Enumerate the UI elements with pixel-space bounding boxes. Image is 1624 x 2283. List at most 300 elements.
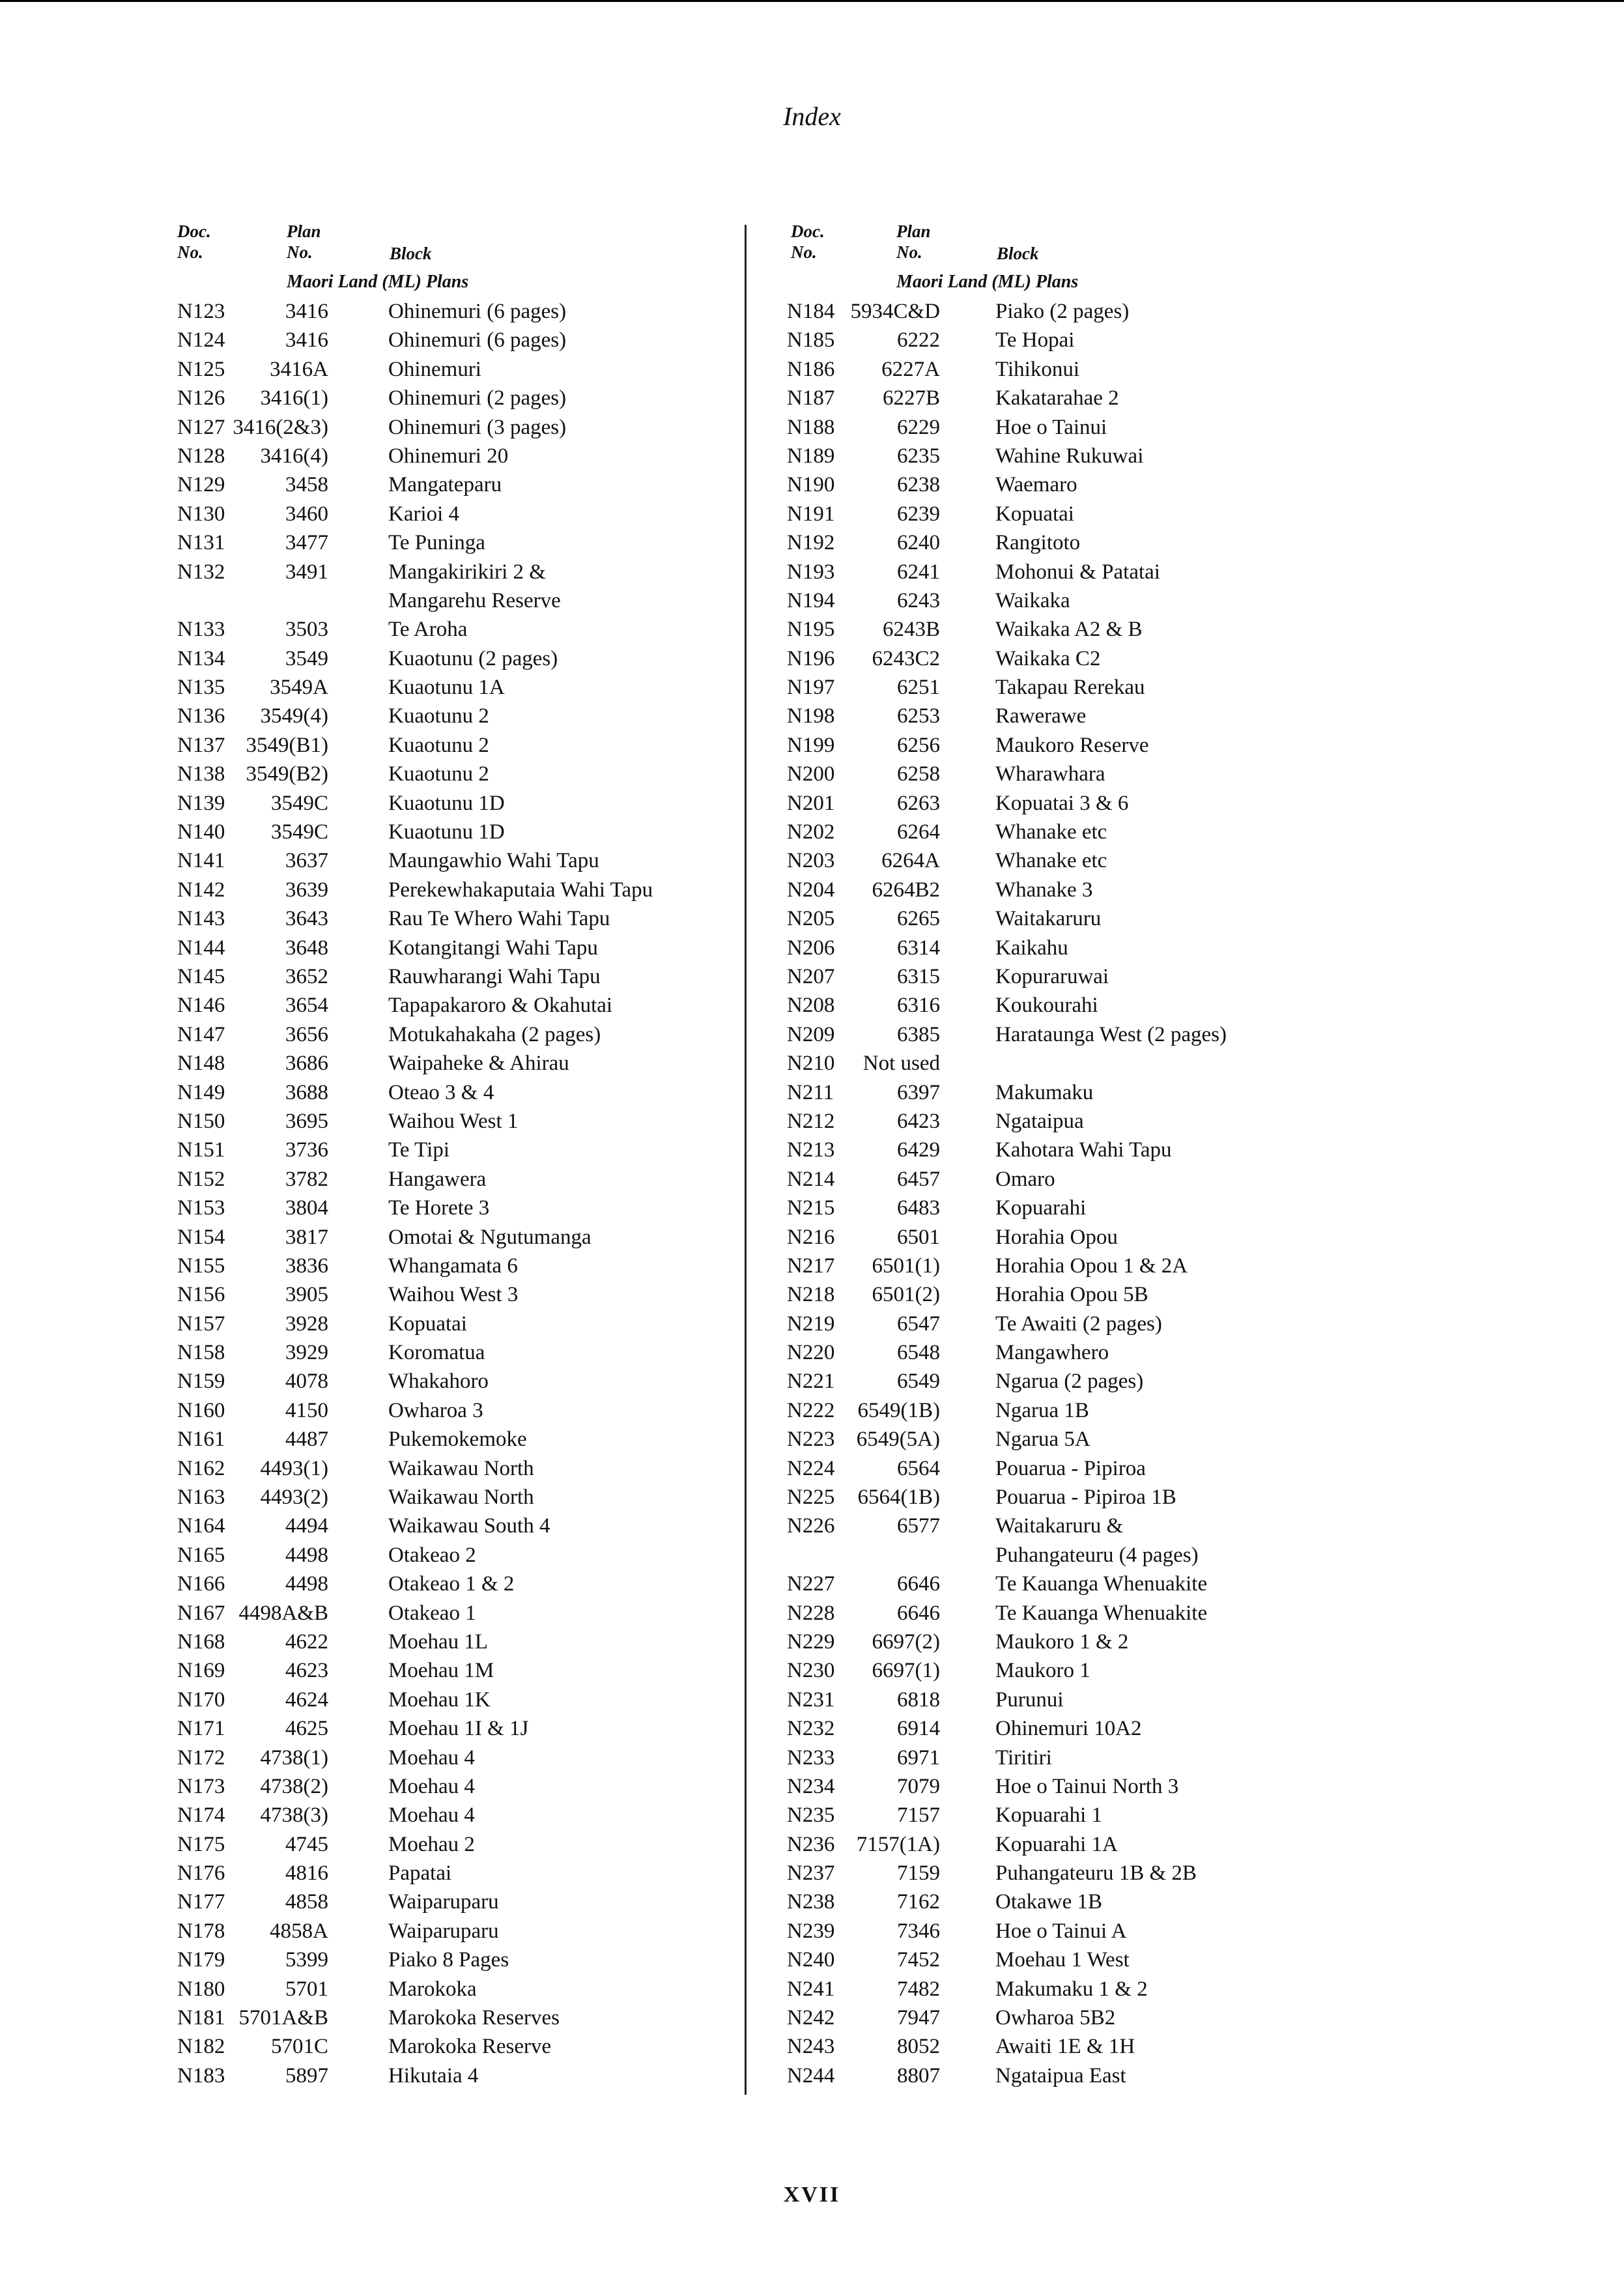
left-column — [177, 222, 724, 2090]
index-row — [787, 1107, 1295, 1136]
index-row — [787, 760, 1295, 788]
page-number: XVII — [783, 2183, 841, 2207]
block-name: Moehau 4 — [388, 1745, 475, 1770]
index-row — [787, 615, 1295, 644]
plan-number: 6316 — [897, 994, 940, 1018]
plan-number: 3688 — [285, 1080, 328, 1104]
block-name: Omaro — [995, 1167, 1055, 1191]
index-row — [177, 1425, 724, 1454]
plan-number: 3416(1) — [260, 386, 328, 410]
doc-number: N177 — [177, 1890, 225, 1914]
index-row — [787, 673, 1295, 702]
plan-number: 3549(B1) — [246, 733, 328, 757]
plan-number: 3686 — [285, 1052, 328, 1076]
block-name: Ohinemuri (6 pages) — [388, 328, 567, 352]
block-name: Koromatua — [388, 1341, 485, 1365]
plan-number: 4738(2) — [260, 1774, 328, 1798]
plan-number: 4816 — [285, 1861, 328, 1886]
index-row — [787, 1946, 1295, 1974]
doc-number: N238 — [787, 1890, 835, 1914]
block-name: Owharoa 3 — [388, 1398, 483, 1422]
doc-number: N176 — [177, 1861, 225, 1886]
block-name: Pukemokemoke — [388, 1428, 527, 1452]
doc-number: N219 — [787, 1312, 835, 1336]
index-row — [177, 846, 724, 875]
index-row — [787, 1628, 1295, 1656]
index-row — [177, 731, 724, 760]
doc-number: N203 — [787, 849, 835, 873]
index-row — [177, 1656, 724, 1685]
column-divider — [745, 225, 747, 2095]
plan-number: 5701A&B — [238, 2006, 328, 2030]
doc-number: N237 — [787, 1861, 835, 1886]
block-name: Horahia Opou — [995, 1225, 1118, 1249]
index-row — [177, 1049, 724, 1078]
index-row — [787, 442, 1295, 470]
doc-number: N230 — [787, 1659, 835, 1683]
index-row — [787, 962, 1295, 991]
block-name: Ngataipua — [995, 1109, 1084, 1133]
index-row — [787, 1338, 1295, 1367]
plan-number: 6646 — [897, 1572, 940, 1596]
doc-number: N241 — [787, 1977, 835, 2001]
plan-number: 6239 — [897, 502, 940, 526]
plan-number: 3477 — [285, 531, 328, 555]
doc-number: N172 — [177, 1745, 225, 1770]
index-row — [177, 818, 724, 846]
doc-number: N163 — [177, 1486, 225, 1510]
plan-number: 6264A — [881, 849, 940, 873]
plan-number: 3656 — [285, 1022, 328, 1046]
index-row — [787, 2061, 1295, 2090]
plan-number: 7079 — [897, 1774, 940, 1798]
plan-number: 6564 — [897, 1456, 940, 1480]
block-name: Awaiti 1E & 1H — [995, 2035, 1135, 2059]
doc-number: N126 — [177, 386, 225, 410]
block-name: Purunui — [995, 1687, 1064, 1712]
top-rule — [0, 0, 1624, 2]
block-name: Moehau 1I & 1J — [388, 1717, 529, 1741]
plan-number: 4498 — [285, 1572, 328, 1596]
block-name: Kuaotunu 2 — [388, 733, 489, 757]
plan-number: 6501(1) — [872, 1254, 940, 1278]
block-name: Kuaotunu 1D — [388, 820, 505, 844]
block-name: Wahine Rukuwai — [995, 444, 1144, 468]
index-row — [787, 586, 1295, 615]
block-name: Whanake etc — [995, 820, 1107, 844]
plan-number: 3637 — [285, 849, 328, 873]
plan-number: 3695 — [285, 1109, 328, 1133]
plan-number: 4494 — [285, 1514, 328, 1538]
plan-number: 6646 — [897, 1601, 940, 1625]
doc-number: N166 — [177, 1572, 225, 1596]
block-name: Rawerawe — [995, 704, 1087, 728]
block-name: Moehau 4 — [388, 1774, 475, 1798]
doc-number: N168 — [177, 1630, 225, 1654]
plan-number: 6265 — [897, 907, 940, 931]
doc-number: N154 — [177, 1225, 225, 1249]
doc-header-line1: Doc. — [791, 222, 825, 241]
doc-number: N198 — [787, 704, 835, 728]
doc-number: N190 — [787, 473, 835, 497]
doc-number: N205 — [787, 907, 835, 931]
doc-header-line2: No. — [177, 242, 203, 262]
block-name: Owharoa 5B2 — [995, 2006, 1116, 2030]
doc-number: N171 — [177, 1717, 225, 1741]
block-name: Waitakaruru — [995, 907, 1102, 931]
doc-number: N204 — [787, 878, 835, 902]
doc-number: N186 — [787, 357, 835, 381]
plan-number: 5897 — [285, 2063, 328, 2088]
index-row — [177, 500, 724, 528]
block-name: Ohinemuri (3 pages) — [388, 415, 567, 439]
index-row — [787, 1859, 1295, 1888]
index-row — [177, 673, 724, 702]
block-name: Marokoka Reserves — [388, 2006, 560, 2030]
block-name: Makumaku — [995, 1080, 1094, 1104]
doc-number: N130 — [177, 502, 225, 526]
index-row — [787, 1541, 1295, 1570]
index-row — [177, 1975, 724, 2003]
index-row — [787, 731, 1295, 760]
index-row — [177, 528, 724, 557]
index-row — [177, 384, 724, 412]
doc-number: N228 — [787, 1601, 835, 1625]
plan-number: 6314 — [897, 936, 940, 960]
doc-number: N175 — [177, 1832, 225, 1856]
doc-number: N223 — [787, 1428, 835, 1452]
plan-number: 3458 — [285, 473, 328, 497]
block-name: Koukourahi — [995, 994, 1098, 1018]
plan-number: 4745 — [285, 1832, 328, 1856]
index-row — [177, 1512, 724, 1540]
index-row — [177, 558, 724, 586]
index-row — [177, 2061, 724, 2090]
plan-number: 6227A — [881, 357, 940, 381]
plan-number: 6315 — [897, 964, 940, 988]
index-row — [177, 1252, 724, 1280]
doc-number: N153 — [177, 1196, 225, 1220]
block-name: Piako 8 Pages — [388, 1948, 509, 1972]
doc-number: N142 — [177, 878, 225, 902]
plan-number: 3416(4) — [260, 444, 328, 468]
block-name: Otakeao 2 — [388, 1543, 476, 1567]
section-title: Maori Land (ML) Plans — [287, 272, 469, 292]
block-name: Ohinemuri — [388, 357, 481, 381]
doc-number: N180 — [177, 1977, 225, 2001]
block-name: Waikaka C2 — [995, 646, 1101, 670]
index-row — [177, 1917, 724, 1946]
index-row — [787, 1917, 1295, 1946]
doc-number: N217 — [787, 1254, 835, 1278]
block-name: Waihou West 1 — [388, 1109, 519, 1133]
plan-number: 6222 — [897, 328, 940, 352]
index-row — [177, 413, 724, 442]
doc-number: N197 — [787, 676, 835, 700]
index-row — [177, 2032, 724, 2061]
doc-number: N146 — [177, 994, 225, 1018]
plan-number: 7159 — [897, 1861, 940, 1886]
plan-number: 4738(1) — [260, 1745, 328, 1770]
doc-number: N165 — [177, 1543, 225, 1567]
index-row — [787, 1367, 1295, 1396]
index-row — [177, 1107, 724, 1136]
plan-number: 6971 — [897, 1745, 940, 1770]
plan-number: 3549A — [270, 676, 328, 700]
index-row — [177, 1744, 724, 1772]
plan-number: 4622 — [285, 1630, 328, 1654]
index-row — [787, 876, 1295, 904]
index-row — [787, 1136, 1295, 1164]
index-row — [787, 1975, 1295, 2003]
plan-number: 4150 — [285, 1398, 328, 1422]
block-name: Ngarua 5A — [995, 1428, 1090, 1452]
doc-number: N244 — [787, 2063, 835, 2088]
column-headers — [787, 222, 1295, 267]
doc-number: N161 — [177, 1428, 225, 1452]
index-row — [787, 297, 1295, 326]
plan-number: 6457 — [897, 1167, 940, 1191]
page-title: Index — [783, 102, 841, 131]
index-row — [177, 1338, 724, 1367]
index-row — [177, 470, 724, 499]
block-name: Moehau 1 West — [995, 1948, 1130, 1972]
index-row — [787, 1570, 1295, 1598]
plan-number: 3836 — [285, 1254, 328, 1278]
index-row — [177, 2003, 724, 2032]
block-name: Horahia Opou 1 & 2A — [995, 1254, 1188, 1278]
plan-number: 7452 — [897, 1948, 940, 1972]
block-name: Waihou West 3 — [388, 1283, 519, 1307]
index-row — [177, 702, 724, 730]
index-row — [787, 1744, 1295, 1772]
plan-number: 6577 — [897, 1514, 940, 1538]
plan-number: 3549(4) — [260, 704, 328, 728]
plan-number: 6549(1B) — [857, 1398, 940, 1422]
plan-number: 6243C2 — [872, 646, 940, 670]
block-name: Waikaka — [995, 588, 1070, 612]
block-name: Mangawhero — [995, 1341, 1109, 1365]
plan-number: 6818 — [897, 1687, 940, 1712]
block-name: Hoe o Tainui A — [995, 1919, 1127, 1943]
index-row — [177, 1165, 724, 1194]
doc-number: N151 — [177, 1138, 225, 1162]
block-name: Kaikahu — [995, 936, 1068, 960]
doc-number: N189 — [787, 444, 835, 468]
index-row — [787, 846, 1295, 875]
plan-number: 3549C — [270, 791, 328, 815]
index-row — [177, 1570, 724, 1598]
plan-number: 3549 — [285, 646, 328, 670]
doc-number: N182 — [177, 2035, 225, 2059]
index-row — [787, 1801, 1295, 1830]
plan-number: 3928 — [285, 1312, 328, 1336]
block-name: Harataunga West (2 pages) — [995, 1022, 1227, 1046]
block-name: Waitakaruru & — [995, 1514, 1124, 1538]
index-row — [787, 789, 1295, 818]
index-row — [787, 413, 1295, 442]
block-name: Pouarua - Pipiroa 1B — [995, 1486, 1176, 1510]
block-name: Mangarehu Reserve — [388, 588, 561, 612]
plan-number: 4493(1) — [260, 1456, 328, 1480]
block-name: Moehau 1K — [388, 1687, 491, 1712]
index-row — [177, 1801, 724, 1830]
block-name: Oteao 3 & 4 — [388, 1080, 494, 1104]
index-row — [787, 1512, 1295, 1540]
index-row — [177, 904, 724, 933]
index-row — [787, 1194, 1295, 1222]
index-row — [177, 1888, 724, 1916]
doc-number: N148 — [177, 1052, 225, 1076]
plan-number: 6253 — [897, 704, 940, 728]
plan-number: 6549(5A) — [856, 1428, 940, 1452]
doc-number: N233 — [787, 1745, 835, 1770]
block-name: Moehau 1M — [388, 1659, 494, 1683]
right-index-list — [787, 297, 1295, 2090]
index-row — [177, 586, 724, 615]
plan-number: 4858A — [270, 1919, 328, 1943]
block-name: Rau Te Whero Wahi Tapu — [388, 907, 610, 931]
column-headers — [177, 222, 724, 267]
plan-number: 3460 — [285, 502, 328, 526]
doc-number: N207 — [787, 964, 835, 988]
plan-header-line1: Plan — [287, 222, 321, 241]
index-row — [177, 1483, 724, 1512]
block-name: Whanake 3 — [995, 878, 1093, 902]
index-row — [787, 644, 1295, 673]
doc-number: N194 — [787, 588, 835, 612]
plan-number: 6548 — [897, 1341, 940, 1365]
block-name: Whanake etc — [995, 849, 1107, 873]
doc-number: N185 — [787, 328, 835, 352]
index-row — [177, 1830, 724, 1859]
index-row — [177, 760, 724, 788]
plan-number: 7346 — [897, 1919, 940, 1943]
doc-number: N235 — [787, 1803, 835, 1828]
block-name: Ohinemuri 20 — [388, 444, 509, 468]
block-name: Kuaotunu (2 pages) — [388, 646, 558, 670]
block-name: Ohinemuri 10A2 — [995, 1717, 1142, 1741]
block-name: Otakawe 1B — [995, 1890, 1103, 1914]
plan-number: 3648 — [285, 936, 328, 960]
doc-number: N137 — [177, 733, 225, 757]
block-name: Waemaro — [995, 473, 1077, 497]
plan-number: 3416 — [285, 300, 328, 323]
doc-number: N143 — [177, 907, 225, 931]
block-name: Ohinemuri (2 pages) — [388, 386, 567, 410]
block-name: Te Hopai — [995, 328, 1075, 352]
index-row — [177, 615, 724, 644]
doc-number: N236 — [787, 1832, 835, 1856]
plan-number: 3549C — [270, 820, 328, 844]
index-row — [787, 818, 1295, 846]
plan-number: 6397 — [897, 1080, 940, 1104]
doc-number: N162 — [177, 1456, 225, 1480]
doc-number: N169 — [177, 1659, 225, 1683]
doc-number: N132 — [177, 560, 225, 584]
plan-number: 4625 — [285, 1717, 328, 1741]
doc-number: N199 — [787, 733, 835, 757]
doc-number: N193 — [787, 560, 835, 584]
index-row — [787, 934, 1295, 962]
index-row — [787, 1252, 1295, 1280]
index-row — [177, 1454, 724, 1483]
doc-number: N187 — [787, 386, 835, 410]
block-name: Moehau 2 — [388, 1832, 475, 1856]
index-row — [787, 1830, 1295, 1859]
index-row — [177, 1223, 724, 1252]
doc-number: N179 — [177, 1948, 225, 1972]
doc-number: N131 — [177, 531, 225, 555]
block-name: Ngarua (2 pages) — [995, 1370, 1144, 1394]
plan-number: 6235 — [897, 444, 940, 468]
plan-number: 3736 — [285, 1138, 328, 1162]
plan-number: 6549 — [897, 1370, 940, 1394]
plan-number: 3905 — [285, 1283, 328, 1307]
index-row — [787, 1280, 1295, 1309]
plan-number: 4498A&B — [238, 1601, 328, 1625]
section-title: Maori Land (ML) Plans — [896, 272, 1079, 292]
doc-number: N167 — [177, 1601, 225, 1625]
doc-number: N208 — [787, 994, 835, 1018]
block-name: Rauwharangi Wahi Tapu — [388, 964, 601, 988]
block-name: Kopuarahi — [995, 1196, 1087, 1220]
doc-number: N156 — [177, 1283, 225, 1307]
plan-number: 4498 — [285, 1543, 328, 1567]
block-name: Moehau 4 — [388, 1803, 475, 1828]
index-row — [787, 991, 1295, 1020]
doc-number: N229 — [787, 1630, 835, 1654]
block-name: Mangateparu — [388, 473, 502, 497]
doc-number: N181 — [177, 2006, 225, 2030]
doc-number: N127 — [177, 415, 225, 439]
doc-number: N221 — [787, 1370, 835, 1394]
index-row — [177, 1396, 724, 1425]
doc-number: N144 — [177, 936, 225, 960]
index-row — [787, 326, 1295, 354]
plan-number: 4487 — [285, 1428, 328, 1452]
plan-number: 6429 — [897, 1138, 940, 1162]
block-name: Te Horete 3 — [388, 1196, 490, 1220]
doc-number: N188 — [787, 415, 835, 439]
doc-number: N202 — [787, 820, 835, 844]
plan-number: 4858 — [285, 1890, 328, 1914]
block-name: Maukoro 1 & 2 — [995, 1630, 1129, 1654]
block-name: Ngarua 1B — [995, 1398, 1089, 1422]
plan-number: 4738(3) — [260, 1803, 328, 1828]
block-name: Tihikonui — [995, 357, 1080, 381]
plan-number: 8807 — [897, 2063, 940, 2088]
doc-number: N164 — [177, 1514, 225, 1538]
index-row — [177, 1194, 724, 1222]
block-name: Perekewhakaputaia Wahi Tapu — [388, 878, 653, 902]
block-name: Mohonui & Patatai — [995, 560, 1160, 584]
left-index-list — [177, 297, 724, 2090]
plan-number: 6227B — [882, 386, 940, 410]
block-name: Kakatarahae 2 — [995, 386, 1119, 410]
block-name: Ohinemuri (6 pages) — [388, 300, 567, 323]
plan-number: 6251 — [897, 676, 940, 700]
plan-number: 6240 — [897, 531, 940, 555]
doc-number: N133 — [177, 618, 225, 642]
plan-number: 3643 — [285, 907, 328, 931]
plan-number: 6914 — [897, 1717, 940, 1741]
plan-number: 7157 — [897, 1803, 940, 1828]
block-name: Te Aroha — [388, 618, 468, 642]
plan-number: 6263 — [897, 791, 940, 815]
index-row — [787, 355, 1295, 384]
doc-number: N158 — [177, 1341, 225, 1365]
